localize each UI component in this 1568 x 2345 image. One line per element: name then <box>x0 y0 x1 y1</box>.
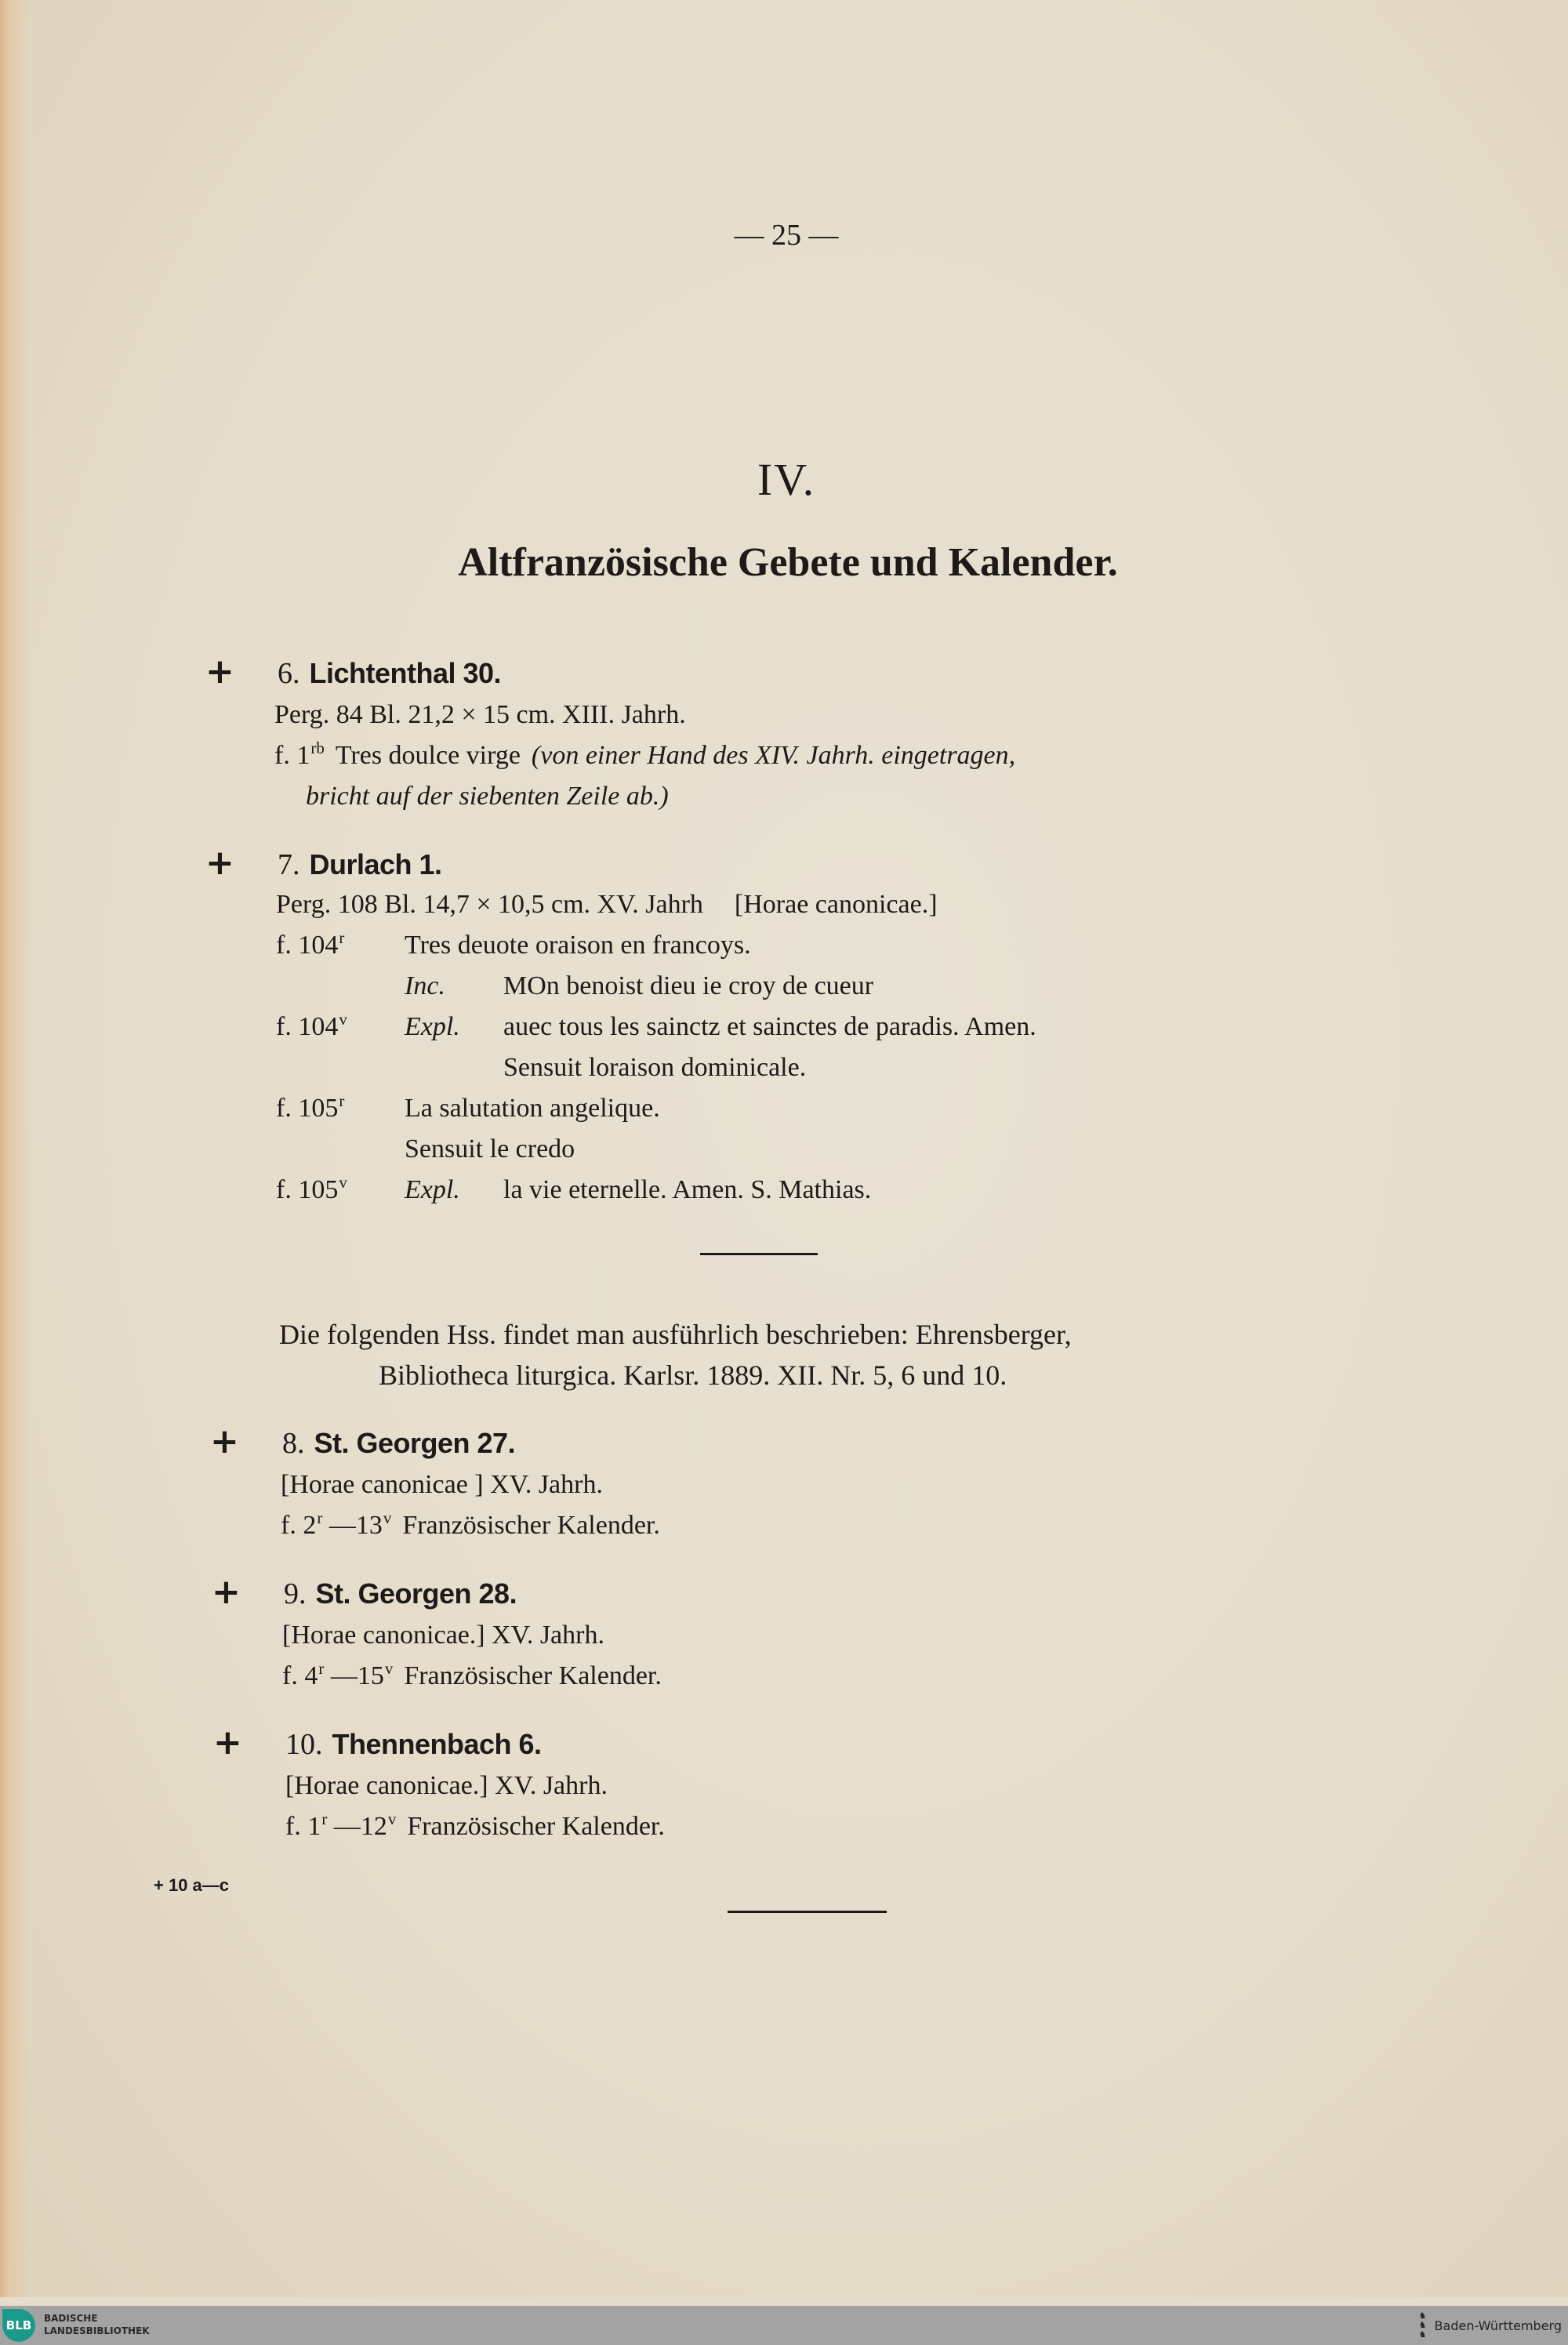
folio-sup: v <box>384 1659 394 1678</box>
folio-text: Französischer Kalender. <box>402 1511 660 1540</box>
entry-desc-bracket: [Horae canonicae.] <box>734 890 938 919</box>
entry-desc-line <box>285 1770 608 1802</box>
entry-desc-line <box>274 699 686 731</box>
explicit-line <box>276 1011 1036 1043</box>
entry-name: Thennenbach 6. <box>332 1728 542 1760</box>
folio-sup: v <box>339 1010 347 1029</box>
entry-number: 6. <box>278 657 300 690</box>
folio-range-end: —13 <box>328 1511 383 1540</box>
folio-note-cont-line <box>306 781 669 812</box>
folio <box>274 740 325 771</box>
folio-label: f. 4 <box>282 1661 318 1690</box>
entry-desc: Perg. 84 Bl. 21,2 × 15 cm. XIII. Jahrh. <box>274 700 686 729</box>
entry-number: 7. <box>278 848 300 881</box>
state-logo[interactable] <box>1419 2306 1562 2345</box>
separator-rule <box>700 1253 818 1255</box>
intro-line-2: Bibliotheca liturgica. Karlsr. 1889. XII. Nr. 5, 6 und 10. <box>379 1359 1007 1391</box>
folio-note: (von einer Hand des XIV. Jahrh. eingetragen, <box>531 741 1016 770</box>
explicit-label: Expl. <box>405 1012 460 1041</box>
library-name-line-2: LANDESBIBLIOTHEK <box>44 2325 150 2336</box>
folio-sup: r <box>321 1810 328 1828</box>
entry-marker: + <box>210 1421 239 1461</box>
folio-label: f. 105 <box>276 1175 339 1204</box>
entry-number: 9. <box>284 1577 307 1610</box>
footer-bar <box>0 2306 1568 2345</box>
intro-line-2-row <box>379 1359 1007 1391</box>
entry-folio-line <box>274 740 1015 771</box>
explicit-text: auec tous les sainctz et sainctes de paradis. Amen. <box>503 1012 1036 1041</box>
chapter-number: IV. <box>757 454 816 505</box>
folio-label: f. 104 <box>276 1012 339 1041</box>
entry-marker: + <box>213 1722 242 1762</box>
folio-sup: rb <box>310 739 325 757</box>
explicit-line <box>276 1174 871 1206</box>
explicit-label: Expl. <box>405 1175 460 1204</box>
entry-heading <box>210 1421 516 1461</box>
explicit-cont-line <box>276 1052 806 1084</box>
folio-text: Französischer Kalender. <box>404 1661 662 1690</box>
entry-heading <box>205 845 442 883</box>
folio-note-cont: bricht auf der siebenten Zeile ab.) <box>306 782 669 811</box>
folio-range-end: —12 <box>333 1812 387 1841</box>
entry-number: 8. <box>282 1427 305 1460</box>
folio <box>276 1011 394 1043</box>
chapter-title: Altfranzösische Gebete und Kalender. <box>458 540 1118 585</box>
folio-label: f. 105 <box>276 1094 339 1123</box>
folio-label: f. 1 <box>285 1812 321 1841</box>
folio-sup: v <box>339 1173 347 1192</box>
folio-range <box>281 1510 391 1541</box>
margin-note: + 10 a—c <box>154 1875 230 1895</box>
entry-desc-line <box>281 1469 603 1501</box>
folio-range <box>282 1661 393 1692</box>
folio-label: f. 1 <box>274 741 310 770</box>
folio-text: Tres deuote oraison en francoys. <box>405 931 751 960</box>
folio-text: La salutation angelique. <box>405 1094 660 1123</box>
entry-name: Durlach 1. <box>309 848 442 880</box>
entry-desc: Perg. 108 Bl. 14,7 × 10,5 cm. XV. Jahrh <box>276 890 703 919</box>
entry-folio-line <box>282 1661 662 1692</box>
folio-text-cont: Sensuit le credo <box>405 1134 575 1163</box>
entry-heading <box>205 654 501 692</box>
page-number: — 25 — <box>734 219 839 252</box>
folio-sup: v <box>387 1810 397 1828</box>
lions-crest-icon: ♞ ♞ ♞ <box>1418 2311 1427 2340</box>
entry-heading <box>212 1574 517 1612</box>
entry-heading <box>213 1722 542 1762</box>
folio-text: Tres doulce virge <box>335 741 521 770</box>
entry-marker: + <box>205 652 234 692</box>
entry-desc: [Horae canonicae ] XV. Jahrh. <box>281 1470 603 1499</box>
library-name-line-1: BADISCHE <box>44 2313 98 2324</box>
folio-sup: r <box>339 1091 345 1110</box>
folio <box>276 930 394 961</box>
folio <box>276 1174 394 1206</box>
folio-label: f. 2 <box>281 1511 317 1540</box>
entry-desc-line <box>282 1620 604 1651</box>
library-name[interactable] <box>44 2312 150 2337</box>
entry-name: St. Georgen 28. <box>315 1577 517 1610</box>
folio-sup: r <box>339 928 345 947</box>
entry-desc: [Horae canonicae.] XV. Jahrh. <box>285 1771 608 1800</box>
folio-range <box>285 1811 396 1842</box>
folio-sup: r <box>318 1659 325 1678</box>
folio-sup: r <box>317 1508 323 1527</box>
entry-desc: [Horae canonicae.] XV. Jahrh. <box>282 1621 604 1650</box>
entry-name: St. Georgen 27. <box>314 1427 516 1459</box>
folio-line <box>276 930 751 961</box>
explicit-cont: Sensuit loraison dominicale. <box>503 1053 807 1082</box>
folio-text-cont-line <box>276 1134 575 1165</box>
folio-label: f. 104 <box>276 931 339 960</box>
entry-number: 10. <box>285 1728 323 1761</box>
incipit-text: MOn benoist dieu ie croy de cueur <box>503 971 874 1000</box>
incipit-label: Inc. <box>405 971 445 1000</box>
entry-folio-line <box>285 1811 665 1842</box>
folio-line <box>276 1093 660 1124</box>
incipit-line <box>276 971 873 1002</box>
entry-marker: + <box>212 1572 241 1612</box>
folio-sup: v <box>383 1508 392 1527</box>
folio <box>276 1093 394 1124</box>
intro-line-1: Die folgenden Hss. findet man ausführlich beschrieben: Ehrensberger, <box>279 1319 1072 1350</box>
entry-folio-line <box>281 1510 660 1541</box>
folio-range-end: —15 <box>330 1661 384 1690</box>
end-rule <box>728 1911 887 1913</box>
explicit-text: la vie eternelle. Amen. S. Mathias. <box>503 1175 872 1204</box>
folio-text: Französischer Kalender. <box>407 1812 665 1841</box>
entry-name: Lichtenthal 30. <box>309 657 502 689</box>
entry-marker: + <box>205 843 234 883</box>
blb-logo-icon[interactable]: BLB <box>2 2309 35 2342</box>
state-name: Baden-Württemberg <box>1434 2318 1562 2333</box>
intro-line-1-row <box>279 1319 1072 1350</box>
entry-desc-line <box>276 889 938 920</box>
